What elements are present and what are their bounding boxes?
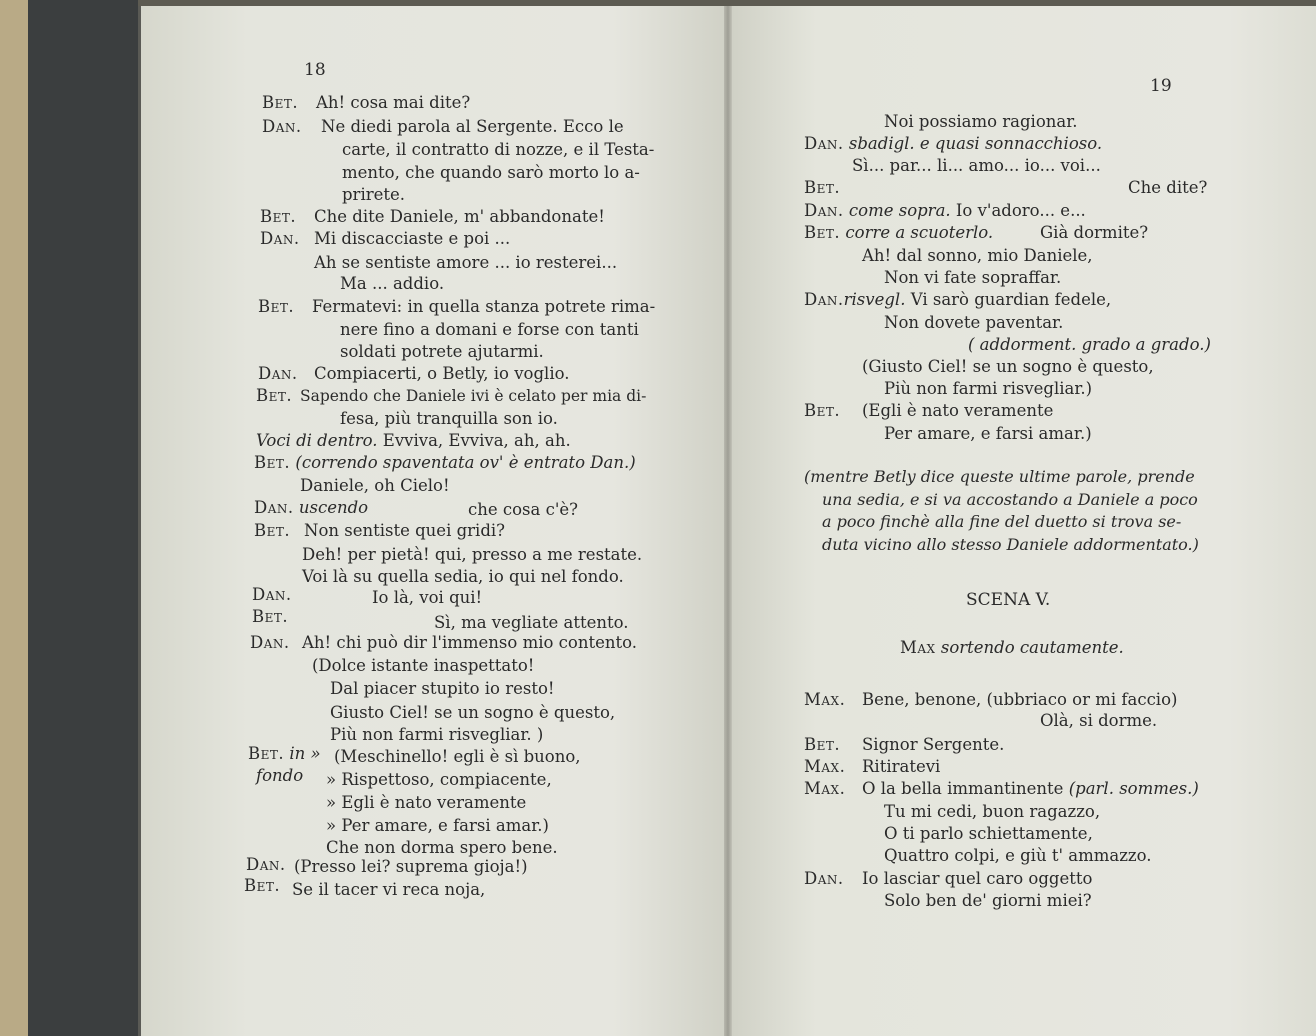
dialogue: Evviva, Evviva, ah, ah. [382,431,571,450]
speaker: Bet. [804,178,841,197]
script-line [862,779,1199,799]
stage-direction: uscendo [298,498,369,517]
speaker: Dan. [260,229,300,248]
script-line [1040,223,1148,243]
script-line [258,364,298,384]
script-line [262,93,298,113]
stage-direction: come sopra. [848,201,951,220]
speaker: Dan. [804,290,844,309]
script-line [302,633,637,653]
script-line [326,816,549,836]
script-line [862,357,1154,377]
script-line [250,633,290,653]
script-line [1128,178,1207,198]
dialogue: (Meschinello! egli è sì buono, [334,747,581,766]
script-line [884,891,1092,911]
dialogue: Più non farmi risvegliar. ) [330,725,544,744]
book-gutter [724,0,732,1036]
speaker: Bet. [254,453,291,472]
script-line [330,703,615,723]
script-line [302,545,642,565]
script-line [468,500,578,520]
speaker: Bet. [244,876,281,895]
speaker: Bet. [804,735,841,754]
stage-direction-line: (mentre Betly dice queste ultime parole, prende [804,467,1195,486]
speaker: Bet. [248,744,285,763]
speaker: Bet. [258,297,295,316]
dialogue: Più non farmi risvegliar.) [884,379,1093,398]
stage-direction-line: una sedia, e si va accostando a Daniele a poco [822,490,1198,509]
dialogue: Deh! per pietà! qui, presso a me restate. [302,545,643,564]
dialogue: (Presso lei? suprema gioja!) [294,857,528,876]
script-line [884,824,1093,844]
script-line [884,846,1151,866]
dialogue: Olà, si dorme. [1040,711,1158,730]
dialogue: Sì, ma vegliate attento. [434,613,629,632]
dialogue: Che non dorma spero bene. [326,838,558,857]
script-line [804,201,1086,221]
stage-direction: (parl. sommes.) [1068,779,1199,798]
dialogue: O ti parlo schiettamente, [884,824,1093,843]
script-line [244,876,280,896]
dialogue: fesa, più tranquilla son io. [340,409,558,428]
script-line [804,690,845,710]
script-line [292,880,485,900]
script-line [314,253,617,273]
speaker: Max. [804,779,846,798]
dialogue: O la bella immantinente [862,779,1064,798]
script-line [862,690,1177,710]
script-line [254,453,636,473]
speaker: Dan. [258,364,298,383]
dialogue: Che dite? [1128,178,1208,197]
script-line [300,386,646,406]
script-line [862,757,940,777]
stage-direction-line: duta vicino allo stesso Daniele addormentato.) [822,535,1199,554]
script-line [326,793,526,813]
dialogue: Non vi fate sopraffar. [884,268,1062,287]
dialogue: Quattro colpi, e giù t' ammazzo. [884,846,1152,865]
dialogue: Fermatevi: in quella stanza potrete rima- [312,297,656,316]
script-line [884,313,1063,333]
script-line [314,229,510,249]
script-line [862,869,1092,889]
dialogue: » Egli è nato veramente [326,793,527,812]
script-line [294,857,528,877]
book-spine-background [28,0,138,1036]
dialogue: (Giusto Ciel! se un sogno è questo, [862,357,1154,376]
dialogue: mento, che quando sarò morto lo a- [342,163,640,182]
dialogue: Daniele, oh Cielo! [300,476,450,495]
scene-subtitle [900,638,1124,658]
script-line [256,386,292,406]
script-line [884,802,1100,822]
character-name: Max [900,638,936,657]
script-line [302,567,624,587]
script-line [862,401,1053,421]
script-line [300,476,450,496]
script-line [342,163,640,183]
dialogue: Ah se sentiste amore ... io resterei... [314,253,618,272]
dialogue: Vi sarò guardian fedele, [910,290,1112,309]
script-line [326,838,558,858]
page-number-right: 19 [1150,76,1172,96]
speaker: Bet. [262,93,299,112]
dialogue: Dal piacer stupito io resto! [330,679,555,698]
script-line [254,521,290,541]
script-line [804,290,1111,310]
dialogue: Giusto Ciel! se un sogno è questo, [330,703,616,722]
speaker: Dan. [250,633,290,652]
script-line [260,229,300,249]
dialogue: Mi discacciaste e poi ... [314,229,511,248]
script-line [260,207,296,227]
speaker: Voci di dentro. [256,431,378,450]
stage-direction: corre a scuoterlo. [845,223,994,242]
speaker: Dan. [262,117,302,136]
script-line [340,342,544,362]
script-line [340,320,639,340]
dialogue: (Dolce istante inaspettato! [312,656,535,675]
dialogue: Se il tacer vi reca noja, [292,880,486,899]
dialogue: Io là, voi qui! [372,588,483,607]
dialogue: Già dormite? [1040,223,1149,242]
script-line [804,178,840,198]
script-line [852,156,1101,176]
speaker: Dan. [804,869,844,888]
dialogue: Che dite Daniele, m' abbandonate! [314,207,605,226]
dialogue: Signor Sergente. [862,735,1005,754]
script-line [252,585,292,605]
script-line [804,223,993,243]
script-line [252,607,288,627]
page-number-left: 18 [304,60,326,80]
script-line [314,364,569,384]
book-top-edge [138,0,1316,6]
script-line [342,140,654,160]
script-line [254,498,368,518]
script-line [312,297,655,317]
dialogue: Noi possiamo ragionar. [884,112,1078,131]
stage-direction: sortendo cautamente. [940,638,1124,657]
speaker: Bet. [804,223,841,242]
speaker: Bet. [804,401,841,420]
script-line [804,757,845,777]
dialogue: Ah! cosa mai dite? [316,93,471,112]
stage-direction: ( addorment. grado a grado.) [968,335,1211,354]
dialogue: Non dovete paventar. [884,313,1064,332]
dialogue: Tu mi cedi, buon ragazzo, [884,802,1101,821]
script-line [884,112,1078,132]
dialogue: soldati potrete ajutarmi. [340,342,544,361]
speaker: Max. [804,690,846,709]
dialogue: (Egli è nato veramente [862,401,1054,420]
script-line [340,274,444,294]
script-line [321,117,624,137]
script-line [968,335,1211,355]
script-line [246,855,286,875]
dialogue: nere fino a domani e forse con tanti [340,320,639,339]
dialogue: » Rispettoso, compiacente, [326,770,552,789]
script-line [304,521,505,541]
speaker: Bet. [252,607,289,626]
dialogue: Ne diedi parola al Sergente. Ecco le [321,117,624,136]
script-line [256,766,303,786]
script-line [804,735,840,755]
dialogue: Bene, benone, (ubbriaco or mi faccio) [862,690,1178,709]
dialogue: che cosa c'è? [468,500,578,519]
dialogue: Sì... par... li... amo... io... voi... [852,156,1101,175]
script-line [258,297,294,317]
speaker: Bet. [254,521,291,540]
dialogue: Ma ... addio. [340,274,445,293]
script-line [804,401,840,421]
dialogue: Io lasciar quel caro oggetto [862,869,1093,888]
script-line [340,409,558,429]
dialogue: carte, il contratto di nozze, e il Testa- [342,140,655,159]
script-line [314,207,605,227]
dialogue: » Per amare, e farsi amar.) [326,816,549,835]
dialogue: Ah! chi può dir l'immenso mio contento. [302,633,638,652]
speaker: Dan. [804,134,844,153]
stage-direction: (correndo spaventata ov' è entrato Dan.) [295,453,636,472]
scene-title: SCENA V. [966,590,1051,610]
dialogue: Ritiratevi [862,757,941,776]
script-line [884,424,1092,444]
script-line [884,379,1092,399]
script-line [804,779,845,799]
script-line [434,613,629,633]
dialogue: Ah! dal sonno, mio Daniele, [862,246,1093,265]
speaker: Bet. [256,386,293,405]
script-line [804,134,1102,154]
script-line [312,656,534,676]
script-line [330,725,543,745]
stage-direction: sbadigl. e quasi sonnacchioso. [848,134,1103,153]
speaker: Dan. [252,585,292,604]
speaker: Dan. [246,855,286,874]
script-line [256,431,571,451]
script-line [862,246,1093,266]
script-line [804,869,844,889]
dialogue: prirete. [342,185,406,204]
script-line [262,117,302,137]
script-line [342,185,405,205]
speaker: Dan. [804,201,844,220]
speaker: Dan. [254,498,294,517]
script-line [330,679,555,699]
dialogue: Solo ben de' giorni miei? [884,891,1092,910]
script-line [1040,711,1157,731]
speaker: Max. [804,757,846,776]
speaker: Bet. [260,207,297,226]
stage-direction: in » [289,744,321,763]
script-line [316,93,470,113]
dialogue: Io v'adoro... e... [955,201,1086,220]
script-line [248,744,321,764]
dialogue: Sapendo che Daniele ivi è celato per mia di- [300,387,647,405]
stage-direction-line: a poco finchè alla fine del duetto si trova se- [822,512,1182,531]
script-line [326,770,552,790]
script-line [884,268,1061,288]
script-line [862,735,1004,755]
dialogue: Per amare, e farsi amar.) [884,424,1092,443]
script-line [334,747,581,767]
dialogue: Compiacerti, o Betly, io voglio. [314,364,570,383]
dialogue: Voi là su quella sedia, io qui nel fondo. [302,567,624,586]
dialogue: Non sentiste quei gridi? [304,521,506,540]
stage-direction: risvegl. [843,290,906,309]
script-line [372,588,482,608]
stage-direction: fondo [256,766,304,785]
